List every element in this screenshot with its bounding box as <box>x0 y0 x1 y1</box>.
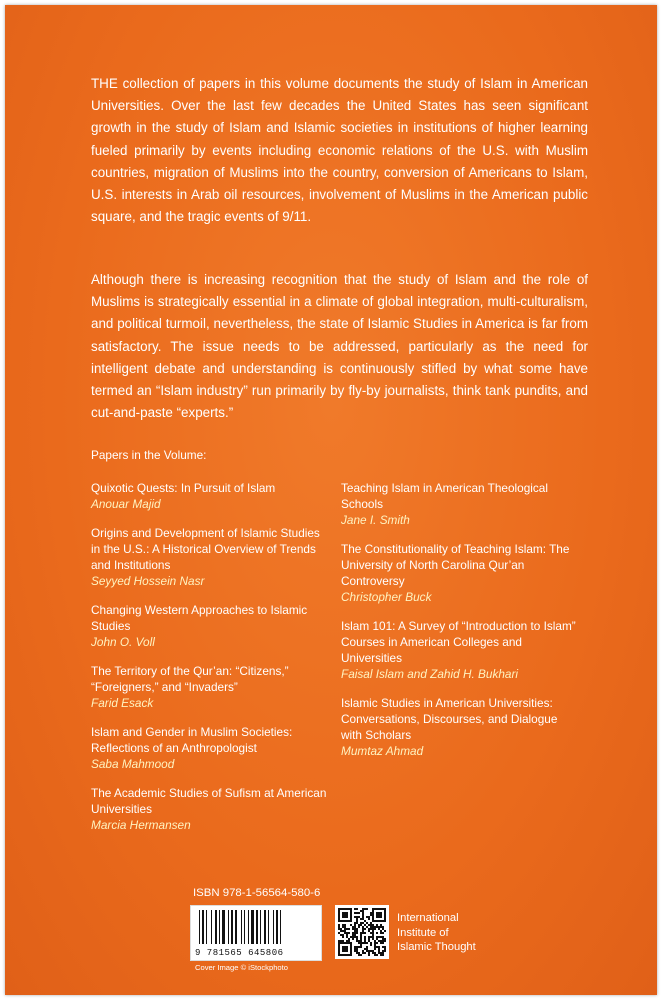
paper-title: Quixotic Quests: In Pursuit of Islam <box>91 481 276 495</box>
paper-entry <box>341 695 581 759</box>
paper-entry <box>341 618 581 682</box>
paper-author: Marcia Hermansen <box>91 818 191 832</box>
back-cover <box>5 5 657 995</box>
barcode-bars-icon <box>197 910 315 944</box>
paper-entry <box>91 602 331 650</box>
papers-list-right <box>341 480 581 772</box>
barcode-digits: 9 781565 645806 <box>195 948 284 958</box>
papers-list-left <box>91 480 331 846</box>
publisher-line: Islamic Thought <box>397 941 476 953</box>
intro-paragraph-2: Although there is increasing recognition that the study of Islam and the role of Muslims is strategically essential in a climate of global integration, multi-culturalism, and political turmoil, nevertheless, the state of Islamic Studies in America is far from satisfactory. The issue needs to be addressed, particularly as the need for intelligent debate and understanding is continuously stifled by what some have termed an “Islam industry” run primarily by fly-by journalists, think tank pundits, and cut-and-paste “experts.” <box>91 272 588 421</box>
papers-heading: Papers in the Volume: <box>91 448 207 462</box>
paper-title: Islam 101: A Survey of “Introduction to Islam” Courses in American Colleges and Universities <box>341 619 576 665</box>
paper-entry <box>341 541 581 605</box>
paper-author: Faisal Islam and Zahid H. Bukhari <box>341 667 519 681</box>
paper-title: Changing Western Approaches to Islamic Studies <box>91 603 308 633</box>
paper-author: Seyyed Hossein Nasr <box>91 574 205 588</box>
paper-title: The Constitutionality of Teaching Islam: The University of North Carolina Qur’an Controversy <box>341 542 570 588</box>
paper-entry <box>91 480 331 512</box>
paper-entry <box>91 724 331 772</box>
isbn-label: ISBN 978-1-56564-580-6 <box>193 887 321 899</box>
paper-entry <box>341 480 581 528</box>
paper-entry <box>91 663 331 711</box>
paper-author: Anouar Majid <box>91 497 161 511</box>
paper-author: Farid Esack <box>91 696 154 710</box>
cover-image-credit: Cover Image © iStockphoto <box>195 963 288 972</box>
paper-title: Teaching Islam in American Theological Schools <box>341 481 548 511</box>
paper-title: The Academic Studies of Sufism at American Universities <box>91 786 327 816</box>
paper-author: John O. Voll <box>91 635 155 649</box>
paper-entry <box>91 525 331 589</box>
intro-paragraph-1: THE collection of papers in this volume documents the study of Islam in American Universities. Over the last few decades the United States has seen significant growth in the study of Islam and Islamic societies in institutions of higher learning fueled primarily by events including economic relations of the U.S. with Muslim countries, migration of Muslims into the country, conversion of Americans to Islam, U.S. interests in Arab oil resources, involvement of Muslims in the American public square, and the tragic events of 9/11. <box>91 76 588 225</box>
paper-entry <box>91 785 331 833</box>
paper-title: Islam and Gender in Muslim Societies: Reflections of an Anthropologist <box>91 725 293 755</box>
publisher-line: Institute of <box>397 926 449 939</box>
paper-title: Origins and Development of Islamic Studies in the U.S.: A Historical Overview of Trends and Institutions <box>91 526 320 572</box>
publisher-line: International <box>397 912 459 924</box>
publisher-name <box>397 911 476 955</box>
paper-author: Jane I. Smith <box>341 513 410 527</box>
paper-author: Christopher Buck <box>341 590 432 604</box>
paper-title: The Territory of the Qur’an: “Citizens,” “Foreigners,” and “Invaders” <box>91 664 289 694</box>
barcode <box>190 905 322 961</box>
paper-title: Islamic Studies in American Universities: Conversations, Discourses, and Dialogue with Scholars <box>341 696 558 742</box>
paper-author: Mumtaz Ahmad <box>341 744 424 758</box>
paper-author: Saba Mahmood <box>91 757 175 771</box>
qr-code-icon <box>335 905 389 959</box>
